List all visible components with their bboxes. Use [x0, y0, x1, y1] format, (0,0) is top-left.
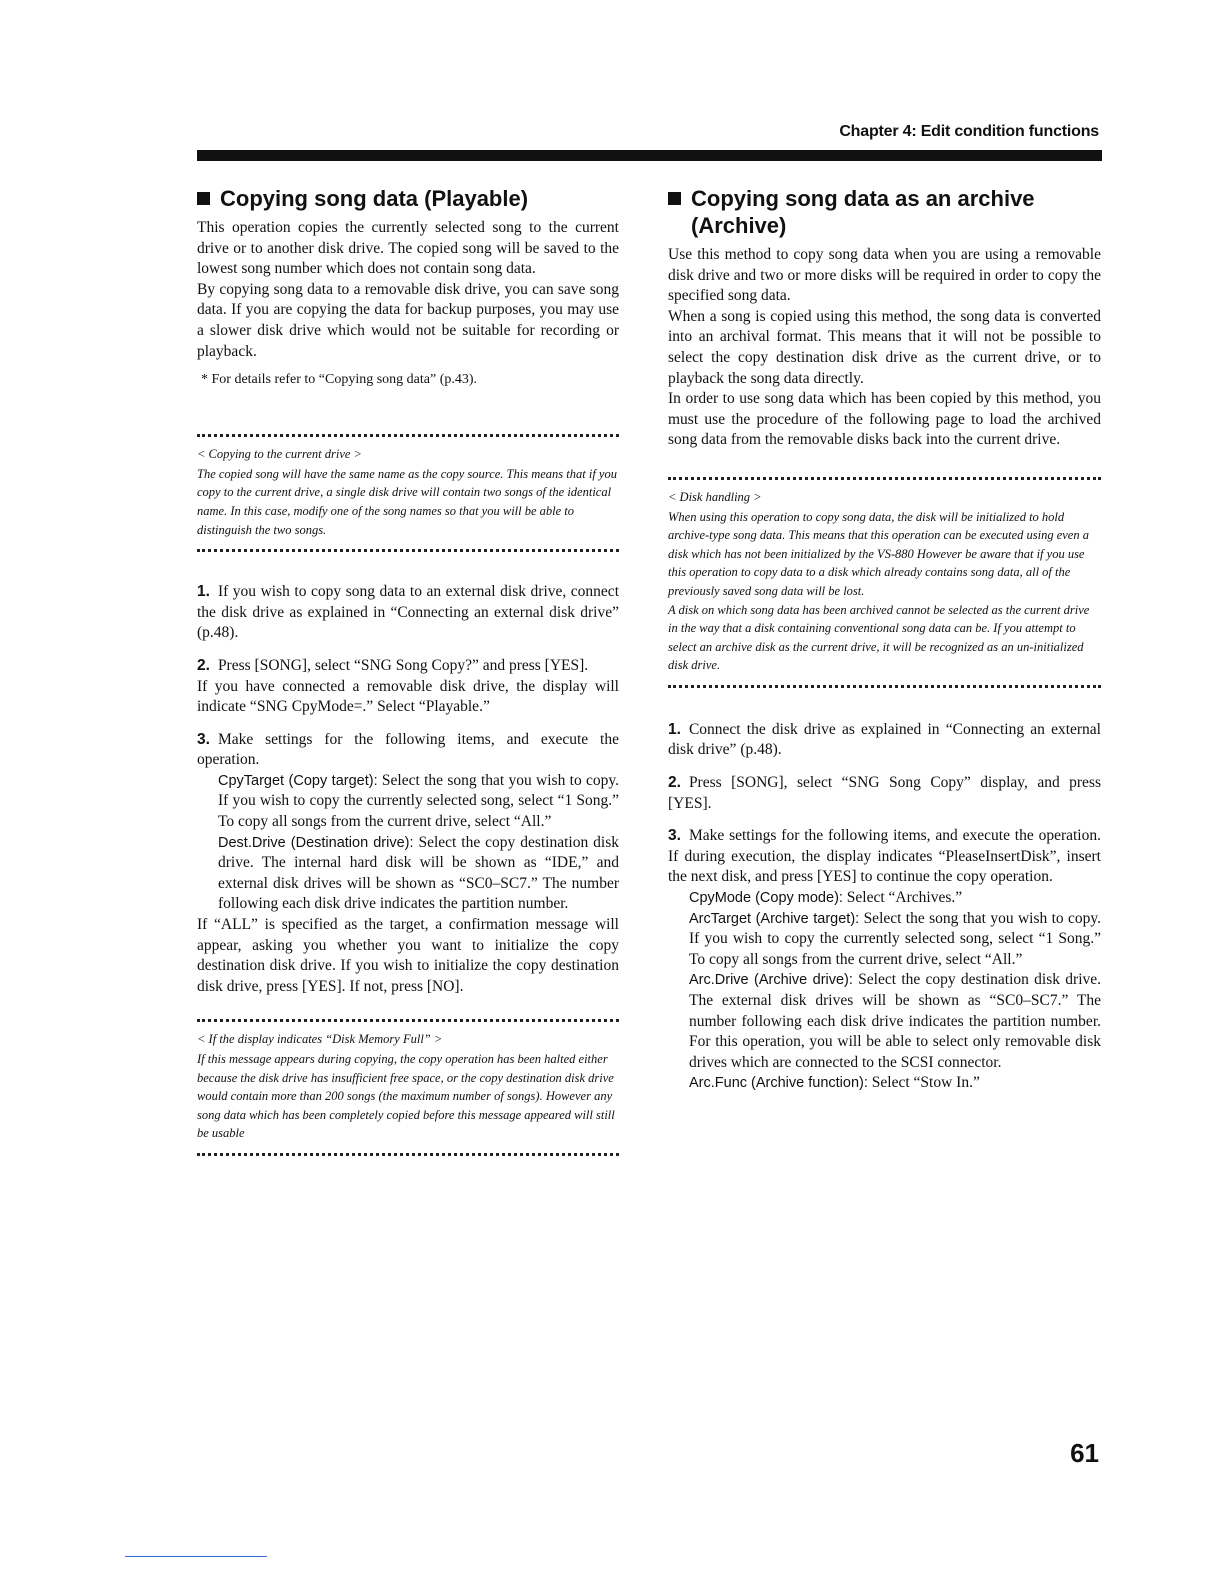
square-bullet-icon — [197, 192, 210, 205]
right-column — [668, 185, 1101, 1094]
heading-text: Copying song data (Playable) — [220, 186, 529, 211]
step-2 — [197, 656, 619, 677]
setting-item-cpytarget — [197, 771, 619, 833]
intro-paragraph: Use this method to copy song data when you are using a removable disk drive and two or more disks will be required in order to copy the specified song data. — [668, 246, 1101, 305]
page-number: 61 — [1070, 1438, 1099, 1468]
note-box-disk-memory-full — [197, 1019, 619, 1156]
setting-term: Arc.Drive (Archive drive): — [689, 972, 853, 989]
setting-description: Select “Archives.” — [842, 889, 963, 907]
setting-item-arctarget — [668, 909, 1101, 971]
intro-paragraph: When a song is copied using this method, the song data is converted into an archival format. This means that it will not be possible to select the copy destination disk drive as the current drive, or to playback the song data directly. — [668, 307, 1101, 387]
setting-term: Arc.Func (Archive function): — [689, 1075, 868, 1092]
step-number: 1. — [197, 583, 210, 601]
setting-description: Select the song that you wish to copy. If you wish to copy the currently selected song, select “1 Song.” To copy all songs from the current drive, select “All.” — [218, 771, 619, 831]
setting-term: CpyTarget (Copy target): — [218, 772, 378, 789]
setting-term: Dest.Drive (Destination drive): — [218, 834, 414, 851]
setting-item-destdrive — [197, 833, 619, 915]
step-text: Press [SONG], select “SNG Song Copy” display, and press [YES]. — [668, 774, 1101, 812]
step-text: Make settings for the following items, and execute the operation. — [197, 730, 619, 769]
step-number: 2. — [668, 774, 681, 792]
note-box-title: < If the display indicates “Disk Memory Full” > — [197, 1032, 443, 1047]
step-number: 1. — [668, 720, 681, 738]
step-number: 2. — [197, 656, 210, 674]
step-2 — [668, 773, 1101, 814]
reference-note: * For details refer to “Copying song data” (p.43). — [201, 372, 478, 388]
step-3 — [197, 730, 619, 771]
step-2-followup: If you have connected a removable disk drive, the display will indicate “SNG CpyMode=.” Select “Playable.” — [197, 677, 619, 716]
setting-description: Select the song that you wish to copy. If you wish to copy the currently selected song, select “1 Song.” To copy all songs from the current drive, select “All.” — [689, 909, 1101, 968]
intro-paragraph: This operation copies the currently selected song to the current drive or to another disk drive. The copied song will be saved to the lowest song number which does not contain song data. — [197, 219, 619, 278]
setting-term: CpyMode (Copy mode): — [689, 890, 843, 907]
setting-description: Select “Stow In.” — [867, 1074, 980, 1092]
step-1 — [197, 582, 619, 644]
step-text: If you wish to copy song data to an external disk drive, connect the disk drive as explained in “Connecting an external disk drive” (p.48). — [197, 583, 619, 642]
setting-term: ArcTarget (Archive target): — [689, 910, 860, 927]
left-column — [197, 185, 619, 1156]
step-text: Make settings for the following items, and execute the operation. If during execution, the display indicates “PleaseInsertDisk”, insert the next disk, and press [YES] to continue the copy operation. — [668, 827, 1101, 886]
heading-text: Copying song data as an archive (Archive) — [691, 186, 1035, 238]
setting-description: Select the copy destination disk drive. The internal hard disk will be shown as “IDE,” and external disk drives will be shown as “SC0–SC7.” The number following each disk drive indicates the partition number. — [218, 833, 619, 913]
chapter-header: Chapter 4: Edit condition functions — [839, 123, 1099, 140]
note-box-title: < Copying to the current drive > — [197, 447, 362, 462]
note-box-text: When using this operation to copy song data, the disk will be initialized to hold archive-type song data. This means that this operation can be executed using even a disk which has not been initialized by the VS-880 However be aware that if you use this operation to copy data to a disk which already contains song data, all of the previously saved song data will be lost. — [668, 509, 1089, 598]
intro-paragraph: In order to use song data which has been copied by this method, you must use the procedure of the following page to load the archived song data from the removable disks back into the current drive. — [668, 390, 1101, 449]
setting-item-cpymode — [668, 888, 1101, 909]
square-bullet-icon — [668, 192, 681, 205]
note-box-disk-handling — [668, 477, 1101, 688]
note-box-text: The copied song will have the same name as the copy source. This means that if you copy to the current drive, a single disk drive will contain two songs of the identical name. In this case, modify one of the song names so that you will be able to distinguish the two songs. — [197, 466, 617, 537]
footer-line — [125, 1556, 267, 1557]
step-3 — [668, 826, 1101, 888]
confirmation-paragraph: If “ALL” is specified as the target, a confirmation message will appear, asking you whether you want to initialize the copy destination disk drive. If you wish to initialize the copy destination disk drive, press [YES]. If not, press [NO]. — [197, 916, 619, 995]
step-text: Connect the disk drive as explained in “Connecting an external disk drive” (p.48). — [668, 720, 1101, 759]
setting-description: Select the copy destination disk drive. The external disk drives will be shown as “SC0–SC7.” The number following each disk drive indicates the partition number. For this operation, you will be able to select only removable disk drives which are connected to the SCSI connector. — [689, 971, 1102, 1071]
intro-paragraph: By copying song data to a removable disk drive, you can save song data. If you are copying the data for backup purposes, you may use a slower disk drive which would not be suitable for recording or playback. — [197, 280, 619, 360]
note-box-text: If this message appears during copying, the copy operation has been halted either because the disk drive has insufficient free space, or the copy destination disk drive would contain more than 200 songs (the maximum number of songs). However any song data which has been completely copied before this message appeared will still be usable — [197, 1052, 615, 1141]
setting-item-arcdrive — [668, 970, 1101, 1073]
section-heading-archive — [668, 185, 1101, 239]
section-heading-playable — [197, 185, 619, 212]
note-box-text: A disk on which song data has been archived cannot be selected as the current drive in the way that a disk containing conventional song data can be. If you attempt to select an archive disk as the current drive, it will be recognized as an un-initialized disk drive. — [668, 602, 1090, 673]
step-number: 3. — [197, 730, 210, 748]
setting-item-arcfunc — [668, 1073, 1101, 1094]
note-box-current-drive — [197, 434, 619, 552]
step-1 — [668, 720, 1101, 761]
note-box-title: < Disk handling > — [668, 489, 762, 504]
header-rule — [197, 150, 1102, 161]
step-text: Press [SONG], select “SNG Song Copy?” and press [YES]. — [217, 656, 589, 674]
step-number: 3. — [668, 827, 681, 845]
